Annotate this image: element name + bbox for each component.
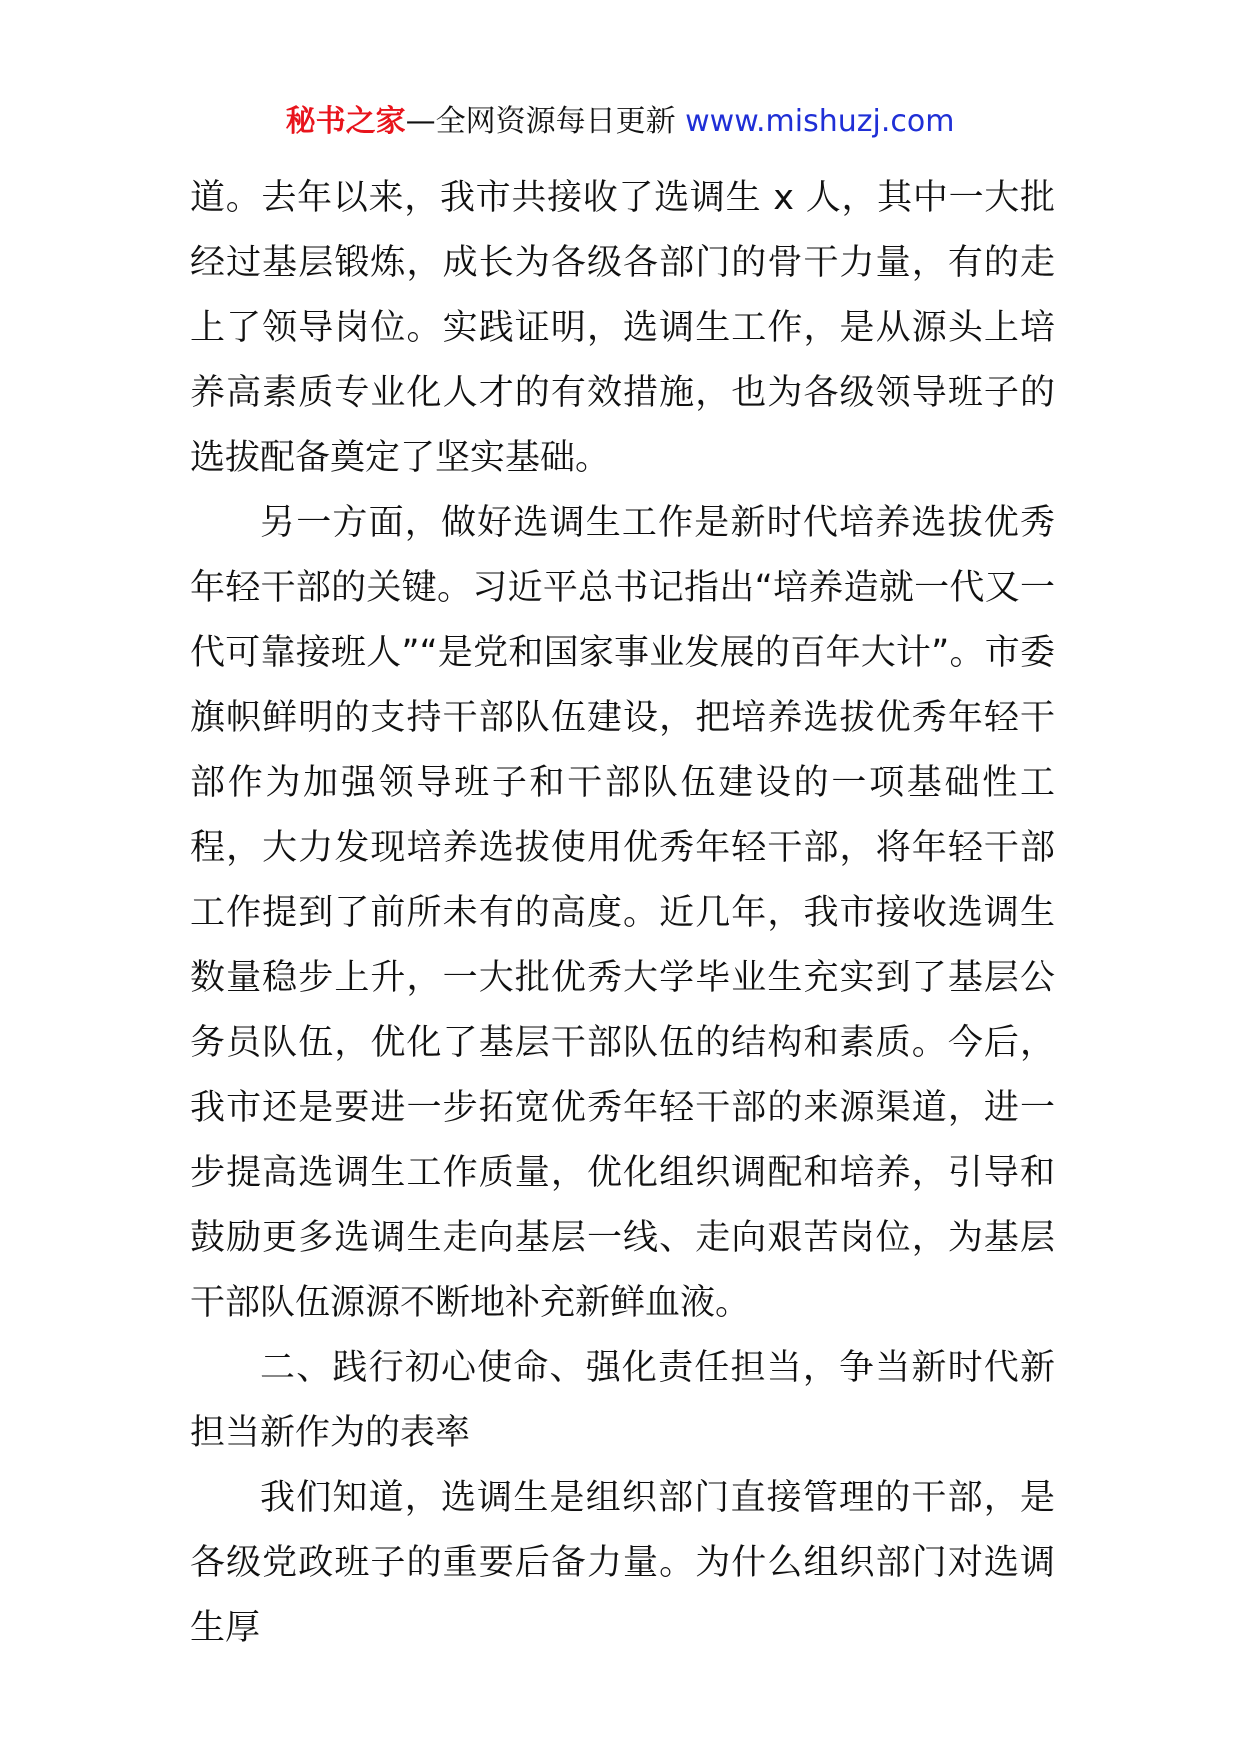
paragraph: 另一方面，做好选调生工作是新时代培养选拔优秀年轻干部的关键。习近平总书记指出“培养造就一代又一代可靠接班人”“是党和国家事业发展的百年大计”。市委旗帜鲜明的支持干部队伍建设，把培养选拔优秀年轻干部作为加强领导班子和干部队伍建设的一项基础性工程，大力发现培养选拔使用优秀年轻干部，将年轻干部工作提到了前所未有的高度。近几年，我市接收选调生数量稳步上升，一大批优秀大学毕业生充实到了基层公务员队伍，优化了基层干部队伍的结构和素质。今后，我市还是要进一步拓宽优秀年轻干部的来源渠道，进一步提高选调生工作质量，优化组织调配和培养，引导和鼓励更多选调生走向基层一线、走向艰苦岗位，为基层干部队伍源源不断地补充新鲜血液。 [190, 503, 1055, 1323]
document-body [190, 166, 1055, 1661]
section-heading: 二、践行初心使命、强化责任担当，争当新时代新担当新作为的表率 [190, 1348, 1055, 1453]
paragraph: 我们知道，选调生是组织部门直接管理的干部，是各级党政班子的重要后备力量。为什么组织部门对选调生厚 [190, 1478, 1055, 1648]
site-link[interactable]: www.mishuzj.com [685, 104, 955, 139]
header-tagline: —全网资源每日更新 [405, 104, 686, 139]
brand-name: 秘书之家 [285, 104, 406, 139]
paragraph-continued: 道。去年以来，我市共接收了选调生 x 人，其中一大批经过基层锻炼，成长为各级各部门的骨干力量，有的走上了领导岗位。实践证明，选调生工作，是从源头上培养高素质专业化人才的有效措施，也为各级领导班子的选拔配备奠定了坚实基础。 [190, 178, 1055, 478]
page-header [0, 100, 1240, 144]
